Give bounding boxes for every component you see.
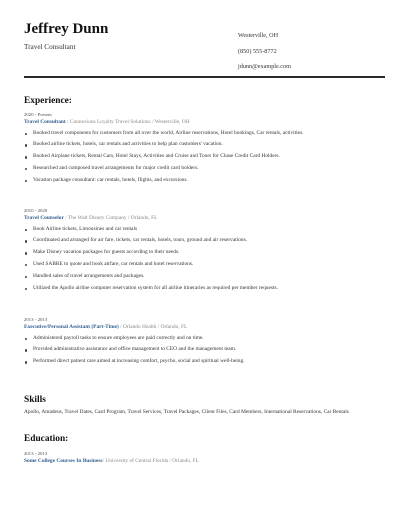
job-dates: 2013 - 2013 — [24, 317, 48, 322]
job-bullet: Coordinated and arranged for air fare, tickets, car rentals, hotels, tours, ground and air reservations. — [24, 235, 386, 247]
skills-list: Apollo, Amadeus, Travel Dates, Card Program, Travel Services, Travel Packages, Client Files, Card Members, International Reservations, Car Rentals — [24, 409, 349, 415]
job-organization: The Walt Disney Company / Orlando, FL — [68, 215, 158, 221]
role-separator: / — [63, 215, 68, 221]
education-school: University of Central Florida / Orlando, FL — [105, 458, 199, 464]
job-heading — [24, 324, 386, 330]
job-bullet: Vacation package consultant: car rentals, hotels, flights, and excursions. — [24, 175, 386, 187]
job-role: Executive/Personal Assistant (Part-Time) — [24, 324, 119, 330]
job-role: Travel Consultant — [24, 119, 66, 125]
job-heading — [24, 119, 386, 125]
role-separator: / — [65, 119, 70, 125]
job-bullet: Researched and composed travel arrangements for major credit card holders. — [24, 163, 386, 175]
job-role: Travel Counselor — [24, 215, 64, 221]
job-bullet: Booked airline tickets, hotels, car rentals and activities to help plan customers' vacation. — [24, 139, 386, 151]
job-bullet: Utilized the Apollo airline computer reservation system for all airline itineraries as required per member requests. — [24, 283, 386, 295]
contact-block — [238, 28, 291, 75]
education-degree: Some College Courses In Business — [24, 458, 103, 464]
contact-phone: (850) 555-8772 — [238, 47, 277, 55]
job-organization: Orlando Health / Orlando, FL — [123, 324, 188, 330]
contact-email[interactable]: jdunn@example.com — [238, 63, 291, 70]
candidate-name: Jeffrey Dunn — [24, 21, 109, 37]
job-entry — [24, 317, 386, 368]
education-dates: 2013 - 2013 — [24, 451, 48, 456]
job-bullets — [24, 224, 386, 295]
candidate-title: Travel Consultant — [24, 43, 76, 51]
role-separator: / — [118, 324, 124, 330]
job-bullet: Performed direct patient care aimed at increasing comfort, psycho, social and spiritual well-being. — [24, 356, 386, 368]
education-heading: Education: — [24, 434, 69, 444]
job-entry — [24, 208, 386, 295]
job-bullet: Booked travel components for customers from all over the world, Airline reservations, Hotel bookings, Car rentals, activities. — [24, 128, 386, 140]
job-dates: 2010 - 2020 — [24, 208, 48, 213]
job-bullet: Administered payroll tasks to ensure employees are paid correctly and on time. — [24, 333, 386, 345]
job-bullet: Used SABRE to quote and book airfare, car rentals and hotel reservations. — [24, 259, 386, 271]
degree-separator: / — [102, 458, 106, 464]
skills-heading: Skills — [24, 395, 46, 405]
job-entry — [24, 112, 386, 187]
education-heading-line — [24, 458, 386, 464]
job-heading — [24, 215, 386, 221]
header-divider — [24, 76, 385, 78]
job-bullet: Booked Airplane tickets, Rental Cars, Hotel Stays, Activities and Cruise and Tours for Chase Credit Card Holders. — [24, 151, 386, 163]
job-bullets — [24, 128, 386, 187]
experience-heading: Experience: — [24, 96, 72, 106]
contact-location: Westerville, OH — [238, 32, 279, 39]
job-bullet: Make Disney vacation packages for guests according to their needs. — [24, 247, 386, 259]
job-dates: 2020 - Present — [24, 112, 52, 117]
job-bullet: Handled sales of travel arrangements and packages. — [24, 271, 386, 283]
job-bullet: Book Airline tickets, Limousines and car rentals — [24, 224, 386, 236]
job-organization: Connexions Loyalty Travel Solutions / Westerville, OH — [69, 119, 190, 125]
job-bullets — [24, 333, 386, 369]
job-bullet: Provided administrative assistance and office management to CEO and the management team. — [24, 344, 386, 356]
education-entry — [24, 451, 386, 464]
